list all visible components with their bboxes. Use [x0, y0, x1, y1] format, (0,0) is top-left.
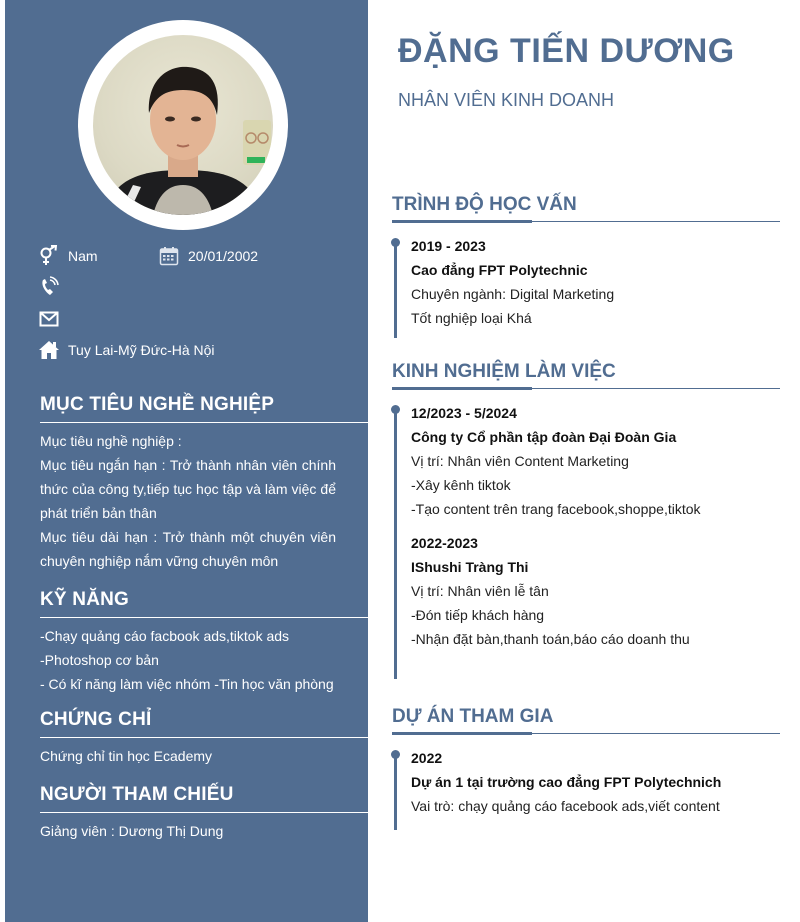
certificates-title: CHỨNG CHỈ — [40, 709, 368, 738]
entry-detail: -Đón tiếp khách hàng — [411, 607, 545, 623]
entry-org: Cao đẳng FPT Polytechnic — [411, 262, 588, 278]
experience-section — [392, 361, 780, 651]
avatar — [93, 35, 273, 215]
objective-line: Mục tiêu ngắn hạn : Trở thành nhân viên chính thức của công ty,tiếp tục học tập và làm việc để phát triển bản thân — [40, 457, 336, 521]
entry-detail: Tốt nghiệp loại Khá — [411, 310, 532, 326]
education-section — [392, 194, 780, 330]
phone-icon — [38, 276, 60, 298]
entry-detail: Chuyên ngành: Digital Marketing — [411, 286, 615, 302]
calendar-icon — [158, 245, 180, 267]
gender-icon — [38, 245, 60, 267]
home-icon — [38, 339, 60, 361]
education-title: TRÌNH ĐỘ HỌC VẤN — [392, 194, 780, 220]
email-row — [38, 308, 68, 330]
gender-value: Nam — [68, 248, 98, 264]
entry-org: Công ty Cổ phần tập đoàn Đại Đoàn Gia — [411, 429, 677, 445]
entry-date: 2019 - 2023 — [411, 238, 486, 254]
experience-title: KINH NGHIỆM LÀM VIỆC — [392, 361, 780, 387]
skills-section — [40, 589, 368, 696]
projects-title: DỰ ÁN THAM GIA — [392, 706, 780, 732]
entry-org: IShushi Tràng Thi — [411, 559, 529, 575]
education-timeline — [392, 234, 780, 330]
address-row — [38, 339, 215, 361]
reference-item: Giảng viên : Dương Thị Dung — [40, 823, 224, 839]
candidate-name: ĐẶNG TIẾN DƯƠNG — [398, 32, 735, 70]
experience-entry — [411, 401, 780, 521]
objective-line: Mục tiêu dài hạn : Trở thành một chuyên viên chuyên nghiệp nắm vững chuyên môn — [40, 529, 336, 569]
certificates-section — [40, 709, 368, 768]
experience-timeline — [392, 401, 780, 651]
timeline-line — [394, 407, 397, 679]
address-value: Tuy Lai-Mỹ Đức-Hà Nội — [68, 342, 215, 358]
birthdate-value: 20/01/2002 — [188, 248, 259, 264]
gender-row — [38, 245, 98, 267]
timeline-line — [394, 752, 397, 830]
entry-date: 2022-2023 — [411, 535, 478, 551]
profile-photo — [93, 35, 273, 215]
projects-section — [392, 706, 780, 818]
entry-detail: Vai trò: chạy quảng cáo facebook ads,viết content — [411, 798, 720, 814]
certificate-item: Chứng chỉ tin học Ecademy — [40, 748, 213, 764]
project-entry — [411, 746, 780, 818]
objective-section — [40, 394, 368, 573]
references-title: NGƯỜI THAM CHIẾU — [40, 784, 368, 813]
timeline-line — [394, 240, 397, 338]
mail-icon — [38, 308, 60, 330]
entry-date: 12/2023 - 5/2024 — [411, 405, 517, 421]
entry-detail: -Tạo content trên trang facebook,shoppe,tiktok — [411, 501, 701, 517]
projects-timeline — [392, 746, 780, 818]
experience-entry — [411, 531, 780, 651]
skills-title: KỸ NĂNG — [40, 589, 368, 618]
entry-org: Dự án 1 tại trường cao đẳng FPT Polytechnich — [411, 774, 722, 790]
entry-detail: Vị trí: Nhân viên Content Marketing — [411, 453, 629, 469]
entry-date: 2022 — [411, 750, 443, 766]
references-section — [40, 784, 368, 843]
entry-detail: Vị trí: Nhân viên lễ tân — [411, 583, 549, 599]
skill-item: -Chạy quảng cáo facbook ads,tiktok ads — [40, 628, 290, 644]
skill-item: - Có kĩ năng làm việc nhóm -Tin học văn phòng — [40, 676, 334, 692]
candidate-role: NHÂN VIÊN KINH DOANH — [398, 90, 615, 110]
entry-detail: -Xây kênh tiktok — [411, 477, 511, 493]
objective-title: MỤC TIÊU NGHỀ NGHIỆP — [40, 394, 368, 423]
sidebar — [5, 0, 368, 922]
entry-detail: -Nhận đặt bàn,thanh toán,báo cáo doanh thu — [411, 631, 690, 647]
phone-row — [38, 276, 68, 298]
skill-item: -Photoshop cơ bản — [40, 652, 159, 668]
birthdate-row — [158, 245, 258, 267]
avatar-frame — [78, 20, 288, 230]
education-entry — [411, 234, 780, 330]
objective-line: Mục tiêu nghề nghiệp : — [40, 433, 182, 449]
